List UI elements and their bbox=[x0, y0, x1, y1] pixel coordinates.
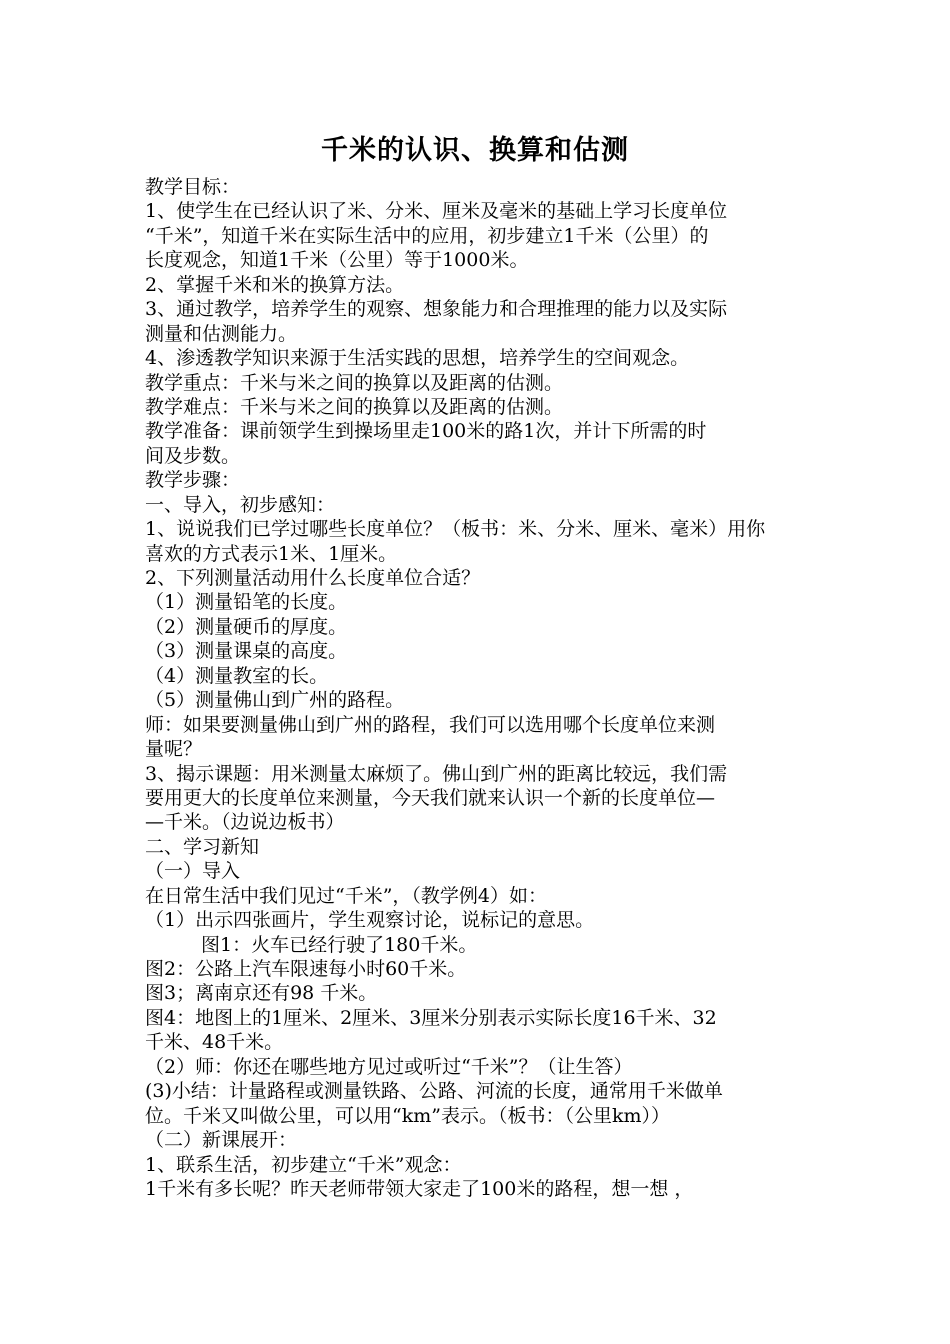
text-line: 教学目标： bbox=[145, 176, 241, 198]
text-line: 教学重点：千米与米之间的换算以及距离的估测。 bbox=[145, 371, 564, 394]
text-line: 喜欢的方式表示1米、1厘米。 bbox=[145, 542, 398, 565]
text-line: 二、学习新知 bbox=[145, 835, 260, 858]
text-line: —千米。（边说边板书） bbox=[145, 811, 345, 834]
text-line: 图3；离南京还有98 千米。 bbox=[145, 982, 378, 1005]
text-line: 2、下列测量活动用什么长度单位合适？ bbox=[145, 567, 481, 589]
text-line: 师：如果要测量佛山到广州的路程，我们可以选用哪个长度单位来测 bbox=[145, 713, 716, 736]
text-line: 3、揭示课题：用米测量太麻烦了。佛山到广州的距离比较远，我们需 bbox=[145, 762, 728, 785]
text-line: 位。千米又叫做公里，可以用“km”表示。（板书：（公里km）） bbox=[145, 1104, 670, 1127]
document-body bbox=[145, 175, 815, 1201]
text-line: 1、说说我们已学过哪些长度单位？（板书：米、分米、厘米、毫米）用你 bbox=[145, 518, 766, 541]
text-line: （5）测量佛山到广州的路程。 bbox=[145, 689, 405, 712]
text-line: 图2：公路上汽车限速每小时60千米。 bbox=[145, 958, 467, 980]
text-line: （1）出示四张画片，学生观察讨论，说标记的意思。 bbox=[145, 909, 595, 932]
text-line: （2）测量硬币的厚度。 bbox=[145, 615, 348, 638]
text-line: 在日常生活中我们见过“千米”，（教学例4）如： bbox=[145, 884, 548, 907]
text-line: 教学难点：千米与米之间的换算以及距离的估测。 bbox=[145, 395, 564, 418]
text-line: 1千米有多长呢？昨天老师带领大家走了100米的路程，想一想 ， bbox=[145, 1177, 694, 1200]
text-line: 教学准备：课前领学生到操场里走100米的路1次，并计下所需的时 bbox=[145, 420, 707, 443]
document-title: 千米的认识、换算和估测 bbox=[321, 135, 629, 166]
text-line: （二）新课展开： bbox=[145, 1129, 298, 1152]
text-line: 长度观念，知道1千米（公里）等于1000米。 bbox=[145, 249, 529, 272]
text-line: 量呢？ bbox=[145, 738, 203, 761]
text-line: 图1：火车已经行驶了180千米。 bbox=[201, 933, 478, 956]
text-line: （一）导入 bbox=[145, 860, 241, 883]
text-line: 一、导入，初步感知： bbox=[145, 493, 336, 516]
text-line: 3、通过教学，培养学生的观察、想象能力和合理推理的能力以及实际 bbox=[145, 298, 728, 321]
text-line: 1、联系生活，初步建立“千米”观念： bbox=[145, 1153, 462, 1176]
text-line: 千米、48千米。 bbox=[145, 1031, 284, 1054]
text-line: “千米”，知道千米在实际生活中的应用，初步建立1千米（公里）的 bbox=[145, 224, 709, 247]
text-line: 图4：地图上的1厘米、2厘米、3厘米分别表示实际长度16千米、32 bbox=[145, 1006, 717, 1029]
text-line: （1）测量铅笔的长度。 bbox=[145, 591, 348, 614]
text-line: 1、使学生在已经认识了米、分米、厘米及毫米的基础上学习长度单位 bbox=[145, 200, 728, 223]
text-line: (3)小结：计量路程或测量铁路、公路、河流的长度，通常用千米做单 bbox=[145, 1080, 723, 1103]
text-line: 2、掌握千米和米的换算方法。 bbox=[145, 273, 405, 296]
text-line: 要用更大的长度单位来测量，今天我们就来认识一个新的长度单位— bbox=[145, 786, 716, 809]
text-line: （3）测量课桌的高度。 bbox=[145, 640, 348, 663]
text-line: 4、渗透教学知识来源于生活实践的思想，培养学生的空间观念。 bbox=[145, 347, 690, 370]
text-line: 间及步数。 bbox=[145, 444, 241, 467]
text-line: （2）师：你还在哪些地方见过或听过“千米”？（让生答） bbox=[145, 1055, 633, 1078]
text-line: （4）测量教室的长。 bbox=[145, 664, 329, 687]
text-line: 教学步骤： bbox=[145, 469, 241, 492]
text-line: 测量和估测能力。 bbox=[145, 322, 298, 345]
